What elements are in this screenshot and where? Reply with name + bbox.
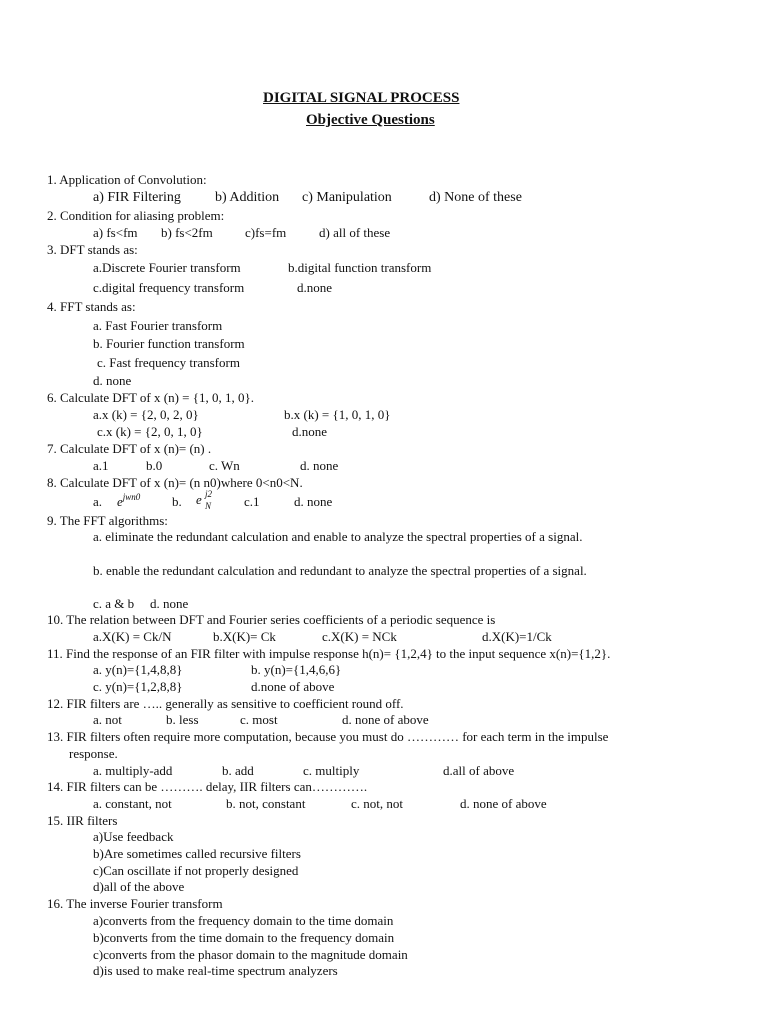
q11-option-d: d.none of above <box>251 679 335 694</box>
q4-option-a: a. Fast Fourier transform <box>93 318 223 333</box>
q3-option-a: a.Discrete Fourier transform <box>93 260 241 275</box>
q3-option-d: d.none <box>297 280 333 295</box>
question-16: 16. The inverse Fourier transform <box>47 896 223 911</box>
q16-option-c: c)converts from the phasor domain to the magnitude domain <box>93 947 408 962</box>
question-1: 1. Application of Convolution: <box>47 172 207 187</box>
q14-option-d: d. none of above <box>460 796 547 811</box>
question-3: 3. DFT stands as: <box>47 242 138 257</box>
q13-option-b: b. add <box>222 763 254 778</box>
q16-option-b: b)converts from the time domain to the frequency domain <box>93 930 395 945</box>
q8-option-d: d. none <box>294 494 333 509</box>
q16-option-a: a)converts from the frequency domain to the time domain <box>93 913 394 928</box>
q8-option-c: c.1 <box>244 494 260 509</box>
q3-option-c: c.digital frequency transform <box>93 280 245 295</box>
q4-option-b: b. Fourier function transform <box>93 336 245 351</box>
question-13: 13. FIR filters often require more computation, because you must do ………… for each term in the impulse <box>47 729 609 744</box>
q10-option-d: d.X(K)=1/Ck <box>482 629 552 644</box>
q3-option-b: b.digital function transform <box>288 260 432 275</box>
q10-option-a: a.X(K) = Ck/N <box>93 629 172 644</box>
q12-option-c: c. most <box>240 712 278 727</box>
question-12: 12. FIR filters are ….. generally as sensitive to coefficient round off. <box>47 696 404 711</box>
q8-option-a-formula: $e^{jwn0}$ <box>117 492 141 509</box>
q7-option-c: c. Wn <box>209 458 240 473</box>
q12-option-d: d. none of above <box>342 712 429 727</box>
q15-option-d: d)all of the above <box>93 879 185 894</box>
question-6: 6. Calculate DFT of x (n) = {1, 0, 1, 0}. <box>47 390 254 405</box>
question-4: 4. FFT stands as: <box>47 299 136 314</box>
q15-option-b: b)Are sometimes called recursive filters <box>93 846 301 861</box>
q13-option-c: c. multiply <box>303 763 360 778</box>
q16-option-d: d)is used to make real-time spectrum analyzers <box>93 963 338 978</box>
page-subtitle: Objective Questions <box>306 112 435 128</box>
q6-option-c: c.x (k) = {2, 0, 1, 0} <box>97 424 203 439</box>
q7-option-a: a.1 <box>93 458 109 473</box>
question-11: 11. Find the response of an FIR filter with impulse response h(n)= {1,2,4} to the input sequence x(n)={1,2}. <box>47 646 611 661</box>
q14-option-a: a. constant, not <box>93 796 172 811</box>
q15-option-a: a)Use feedback <box>93 829 174 844</box>
q8-option-b-label: b. <box>172 494 182 509</box>
q7-option-d: d. none <box>300 458 339 473</box>
q4-option-d: d. none <box>93 373 132 388</box>
question-7: 7. Calculate DFT of x (n)= (n) . <box>47 441 212 456</box>
q2-option-a: a) fs<fm <box>93 225 138 240</box>
q7-option-b: b.0 <box>146 458 163 473</box>
q11-option-c: c. y(n)={1,2,8,8} <box>93 679 183 694</box>
q9-option-d: d. none <box>150 596 189 611</box>
q12-option-a: a. not <box>93 712 122 727</box>
q10-option-b: b.X(K)= Ck <box>213 629 276 644</box>
question-13-cont: response. <box>69 746 118 761</box>
q11-option-a: a. y(n)={1,4,8,8} <box>93 662 183 677</box>
q10-option-c: c.X(K) = NCk <box>322 629 397 644</box>
q6-option-b: b.x (k) = {1, 0, 1, 0} <box>284 407 391 422</box>
q13-option-a: a. multiply-add <box>93 763 173 778</box>
q15-option-c: c)Can oscillate if not properly designed <box>93 863 299 878</box>
question-2: 2. Condition for aliasing problem: <box>47 208 225 223</box>
q1-option-a: a) FIR Filtering <box>93 190 181 205</box>
question-8: 8. Calculate DFT of x (n)= (n n0)where 0<n0<N. <box>47 475 303 490</box>
q2-option-b: b) fs<2fm <box>161 225 213 240</box>
q4-option-c: c. Fast frequency transform <box>97 355 240 370</box>
q6-option-a: a.x (k) = {2, 0, 2, 0} <box>93 407 199 422</box>
q11-option-b: b. y(n)={1,4,6,6} <box>251 662 342 677</box>
question-14: 14. FIR filters can be ………. delay, IIR filters can…………. <box>47 779 368 794</box>
page-title: DIGITAL SIGNAL PROCESS <box>263 90 460 106</box>
q14-option-b: b. not, constant <box>226 796 306 811</box>
q9-option-b: b. enable the redundant calculation and redundant to analyze the spectral properties of a signal. <box>93 563 587 578</box>
question-10: 10. The relation between DFT and Fourier series coefficients of a periodic sequence is <box>47 612 496 627</box>
question-15: 15. IIR filters <box>47 813 118 828</box>
q12-option-b: b. less <box>166 712 199 727</box>
q13-option-d: d.all of above <box>443 763 515 778</box>
q14-option-c: c. not, not <box>351 796 403 811</box>
question-9: 9. The FFT algorithms: <box>47 513 168 528</box>
q9-option-a: a. eliminate the redundant calculation and enable to analyze the spectral properties of a signal. <box>93 529 583 544</box>
q6-option-d: d.none <box>292 424 328 439</box>
q8-option-a-label: a. <box>93 494 103 509</box>
q8-option-b-formula: e j2 N <box>196 489 213 511</box>
q1-option-d: d) None of these <box>429 190 522 205</box>
q2-option-d: d) all of these <box>319 225 391 240</box>
q1-option-c: c) Manipulation <box>302 190 392 205</box>
q1-option-b: b) Addition <box>215 190 280 205</box>
q9-option-c: c. a & b <box>93 596 135 611</box>
q2-option-c: c)fs=fm <box>245 225 287 240</box>
